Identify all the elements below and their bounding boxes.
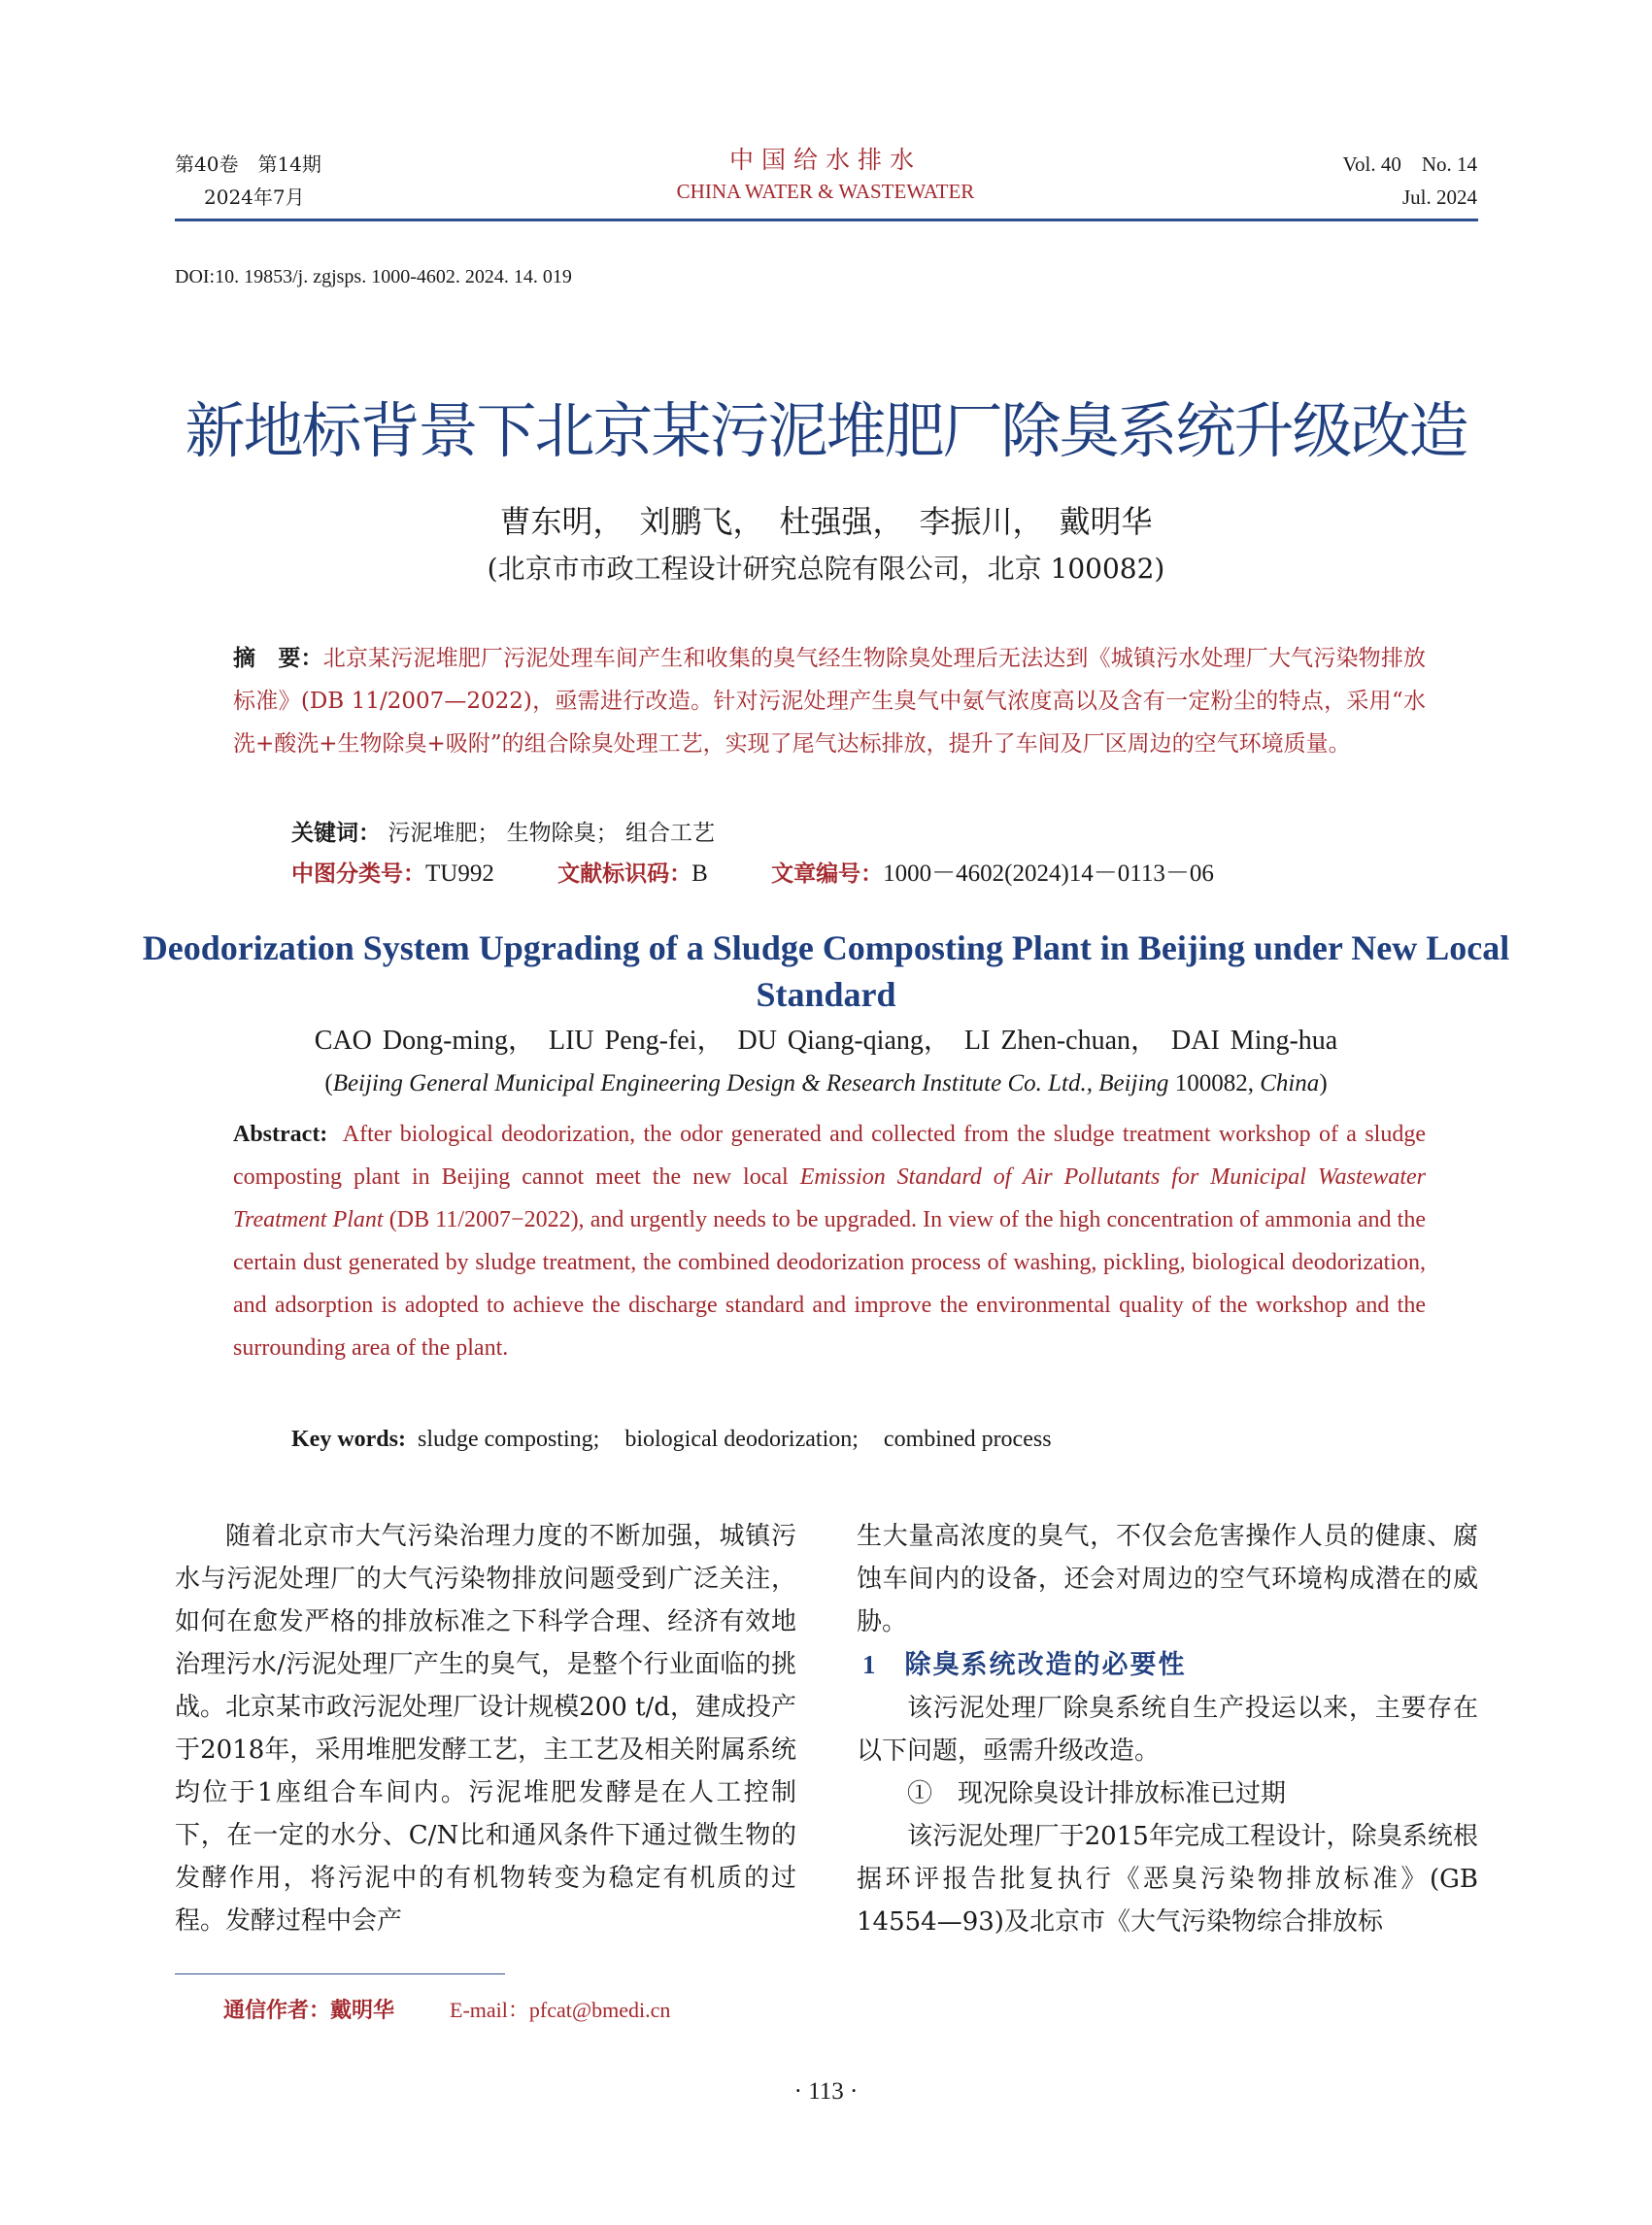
title-cn: 新地标背景下北京某污泥堆肥厂除臭系统升级改造 bbox=[185, 395, 1467, 466]
footnote bbox=[223, 1993, 670, 2029]
affiliation-en-institution: Beijing General Municipal Engineering Design & Research Institute Co. Ltd., Beijing bbox=[332, 1070, 1169, 1096]
abstract-cn bbox=[233, 637, 1426, 765]
header-rule bbox=[175, 219, 1478, 221]
journal-name-en: CHINA WATER & WASTEWATER bbox=[676, 180, 975, 203]
abstract-en bbox=[233, 1113, 1426, 1369]
authors-cn: 曹东明， 刘鹏飞， 杜强强， 李振川， 戴明华 bbox=[499, 503, 1153, 540]
affiliation-en-postcode: 100082, bbox=[1174, 1070, 1261, 1096]
author-email: E-mail：pfcat@bmedi.cn bbox=[450, 1998, 671, 2022]
article-number-label: 文章编号： bbox=[771, 861, 884, 887]
clc-value: TU992 bbox=[425, 860, 494, 887]
keywords-en bbox=[291, 1420, 1052, 1459]
clc-label: 中图分类号： bbox=[291, 861, 425, 887]
list-item: ① 现况除臭设计排放标准已过期 bbox=[907, 1779, 1287, 1808]
abstract-en-text-cont: (DB 11/2007−2022), and urgently needs to be upgraded. In view of the high concentration of ammonia and the certain dust generated by sludge treatment, the combined deodorization process of washing, pickling, biological deodorization, and adsorption is adopted to achieve the discharge standard and improve the environmental quality of the workshop and the surrounding area of the plant. bbox=[233, 1207, 1426, 1361]
keyword-cn: 组合工艺 bbox=[624, 821, 715, 846]
body-paragraph: 该污泥处理厂于2015年完成工程设计，除臭系统根据环评报告批复执行《恶臭污染物排放标准》(GB 14554—93)及北京市《大气污染物综合排放标 bbox=[857, 1822, 1478, 1937]
body-paragraph: 生大量高浓度的臭气，不仅会危害操作人员的健康、腐蚀车间内的设备，还会对周边的空气环境构成潜在的威胁。 bbox=[857, 1522, 1478, 1636]
date-cn: 2024年7月 bbox=[204, 185, 305, 209]
article-number-value: 1000－4602(2024)14－0113－06 bbox=[883, 860, 1214, 887]
keyword-en: combined process bbox=[883, 1427, 1052, 1452]
section-number: 1 bbox=[862, 1650, 878, 1679]
keyword-cn: 生物除臭； bbox=[506, 821, 619, 846]
abstract-en-label: Abstract: bbox=[233, 1122, 328, 1147]
keywords-cn bbox=[291, 814, 715, 853]
abstract-cn-label: 摘 要： bbox=[233, 646, 323, 671]
body-paragraph: 随着北京市大气污染治理力度的不断加强，城镇污水与污泥处理厂的大气污染物排放问题受到广泛关注，如何在愈发严格的排放标准之下科学合理、经济有效地治理污水/污泥处理厂产生的臭气，是整个行业面临的挑战。北京某市政污泥处理厂设计规模200 t/d，建成投产于2018年，采用堆肥发酵工艺，主工艺及相关附属系统均位于1座组合车间内。污泥堆肥发酵是在人工控制下，在一定的水分、C/N比和通风条件下通过微生物的发酵作用，将污泥中的有机物转变为稳定有机质的过程。发酵过程中会产 bbox=[175, 1522, 796, 1936]
affiliation-cn: (北京市市政工程设计研究总院有限公司，北京 100082) bbox=[487, 553, 1165, 585]
doc-code-label: 文献标识码： bbox=[557, 861, 692, 887]
keyword-cn: 污泥堆肥； bbox=[388, 821, 500, 846]
keywords-cn-label: 关键词： bbox=[291, 821, 381, 846]
keywords-en-label: Key words: bbox=[291, 1427, 406, 1452]
abstract-en-standard-title: Emission Standard of Air Pollutants for Municipal Wastewater Treatment Plant bbox=[233, 1164, 1427, 1232]
doi: DOI:10. 19853/j. zgjsps. 1000-4602. 2024. 14. 019 bbox=[175, 266, 572, 287]
header-volume-cn bbox=[175, 148, 321, 214]
journal-name bbox=[583, 144, 1068, 206]
date-en: Jul. 2024 bbox=[1401, 185, 1477, 209]
classification bbox=[291, 855, 1214, 893]
page-number: · 113 · bbox=[793, 2078, 859, 2105]
authors-en: CAO Dong-ming， LIU Peng-fei， DU Qiang-qiang， LI Zhen-chuan， DAI Ming-hua bbox=[314, 1026, 1338, 1056]
body-paragraph: 该污泥处理厂除臭系统自生产投运以来，主要存在以下问题，亟需升级改造。 bbox=[857, 1694, 1478, 1766]
body-column-left bbox=[175, 1515, 796, 1942]
volume-issue-cn: 第40卷 第14期 bbox=[175, 152, 321, 176]
volume-issue-en: Vol. 40 No. 14 bbox=[1342, 152, 1477, 176]
title-en: Deodorization System Upgrading of a Sludge Composting Plant in Beijing under New Local Standard bbox=[142, 928, 1510, 1014]
section-title: 除臭系统改造的必要性 bbox=[904, 1650, 1187, 1680]
header-volume-en bbox=[1343, 148, 1477, 214]
body-column-right bbox=[857, 1515, 1478, 1943]
keyword-en: sludge composting; bbox=[417, 1427, 600, 1452]
affiliation-en-country: China bbox=[1260, 1070, 1320, 1096]
section-heading bbox=[857, 1643, 1478, 1687]
journal-name-cn: 中国给水排水 bbox=[728, 146, 922, 174]
abstract-cn-text: 北京某污泥堆肥厂污泥处理车间产生和收集的臭气经生物除臭处理后无法达到《城镇污水处理厂大气污染物排放标准》(DB 11/2007—2022)，亟需进行改造。针对污泥处理产生臭气中氨气浓度高以及含有一定粉尘的特点，采用“水洗+酸洗+生物除臭+吸附”的组合除臭处理工艺，实现了尾气达标排放，提升了车间及厂区周边的空气环境质量。 bbox=[233, 646, 1427, 757]
corresponding-author: 通信作者：戴明华 bbox=[223, 1999, 395, 2023]
doc-code-value: B bbox=[691, 860, 708, 887]
footnote-rule bbox=[175, 1973, 505, 1974]
affiliation-en: (Beijing General Municipal Engineering Design & Research Institute Co. Ltd., Beijing 100082, China) bbox=[324, 1070, 1328, 1096]
keyword-en: biological deodorization; bbox=[624, 1427, 859, 1452]
abstract-en-text: After biological deodorization, the odor generated and collected from the sludge treatment workshop of a sludge composting plant in Beijing cannot meet the new local bbox=[233, 1122, 1426, 1190]
